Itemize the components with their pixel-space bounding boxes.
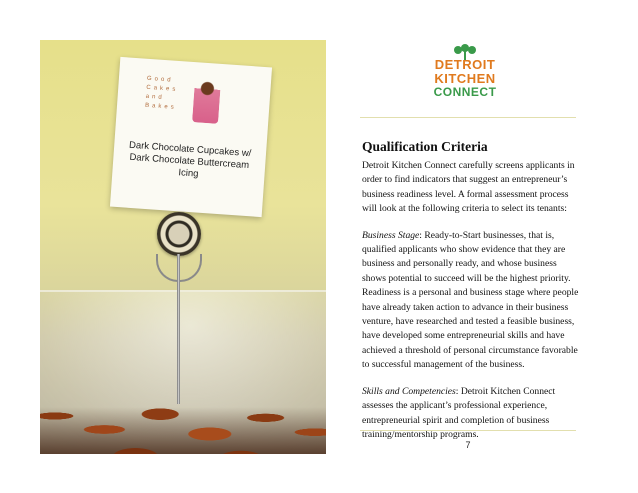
card-brand-text: Good Cakes and Bakes — [144, 75, 179, 111]
label-card — [110, 57, 272, 217]
detroit-kitchen-connect-logo — [432, 44, 498, 104]
business-stage-text: : Ready-to-Start businesses, that is, qualified applicants who show evidence that they are business and personally ready, and whose business shows potential to succeed will be the highest priority. Readiness is a personal and business stage where people have already taken action to advance in their business venture, have researched and tested a feasible business, have developed some entrepreneurial skills and have achieved a threshold of personal circumstance favorable to successful management of the business. — [362, 229, 579, 371]
logo-word-kitchen: KITCHEN — [434, 71, 496, 86]
cupcakes — [40, 380, 326, 454]
logo-word-connect: CONNECT — [433, 85, 497, 99]
intro-paragraph: Detroit Kitchen Connect carefully screens applicants in order to find indicators that suggest an entrepreneur’s business readiness level. A formal assessment process will look at the following criteria to select its tenants: — [362, 160, 575, 215]
skills-paragraph — [362, 385, 580, 443]
page-number: 7 — [465, 440, 471, 450]
logo-word-detroit: DETROIT — [434, 57, 496, 72]
top-divider — [360, 117, 576, 118]
skills-text: : Detroit Kitchen Connect assesses the applicant’s professional experience, entrepreneurial spirit and completion of business training/mentorship programs. — [362, 385, 556, 440]
bottom-divider — [360, 430, 576, 431]
business-stage-label: Business Stage — [362, 229, 420, 241]
organic-seal — [157, 212, 201, 256]
business-stage-paragraph — [362, 229, 580, 373]
baker-illustration — [192, 76, 221, 124]
card-caption: Dark Chocolate Cupcakes w/ Dark Chocolate Buttercream Icing — [128, 139, 252, 180]
section-title: Qualification Criteria — [362, 139, 488, 154]
criteria-section — [362, 139, 580, 454]
cupcake-photo — [40, 40, 326, 454]
skills-label: Skills and Competencies — [362, 385, 456, 397]
